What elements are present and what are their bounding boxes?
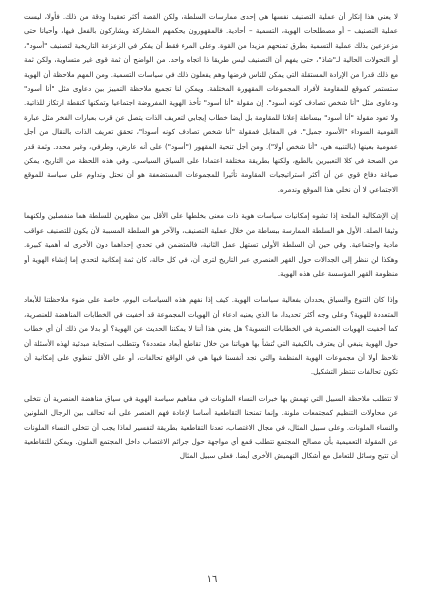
- paragraph-3: وإذا كان التنوع والسياق يحددان بفعالية سياسات الهوية. كيف إذا نفهم هذه السياسات اليوم، خاصة على ضوء ملاحظتنا للأبعاد المتعددة للهوية؟ وعلى وجه أكثر تحديدا، ما الذي يعنيه ادعاء أن الهويات المجموعة قد أخفيت في الخطابات المناهضة للعنصرية، كما أخفيت الهويات العنصرية في الخطابات النسوية؟ هل يعني هذا أننا لا يمكننا الحديث عن الهوية؟ أو بدلا من ذلك أن أي خطاب حول الهوية ينبغي أن يعترف بالكيفية التي تُنشأ بها هوياتنا من خلال تقاطع أبعاد متعددة؟ وتتطلب استجابة مبدئية لهذه الأسئلة أن نلاحظ أولا أن مجموعات الهوية المنظمة والتي نجد أنفسنا فيها هي في الواقع تحالفات، أو على الأقل تنطوي على إمكانية أن تكون تحالفات تنتظر التشكيل.: [24, 295, 398, 377]
- paragraph-2: إن الإشكالية الملحة إذا تشوه إمكانيات سياسات هوية ذات معنى بخلطها على الأقل بين مظهرين للسلطة هما منفصلين ولكنهما وثيقا الصلة. الأول هو السلطة الممارسة ببساطة من خلال عملية التصنيف، والآخر هو السلطة المسببة لأن يكون للتصنيف عواقب مادية واجتماعية. وفي حين أن السلطة الأولى تستهل عمل الثانية، فالمتضمن في تحدي إحداهما دون الأخرى له أهمية كبيرة. وهكذا لن ننظر إلى الجدالات حول القهر العنصري عبر التاريخ لترى أن، في كل حالة، كان ثمة إمكانية لتحدي إما إنشاء الهوية أو منظومة القهر المؤسسة على هذه الهوية.: [24, 211, 398, 278]
- paragraph-4: لا تتطلب ملاحظة السبيل التي تهمش بها خبرات النساء الملونات في مفاهيم سياسة الهوية في سياق مناهضة العنصرية أن نتخلى عن محاولات التنظيم كمجتمعات ملونة. وإنما تمنحنا التقاطعية أساسا لإعادة فهم العنصر على أنه تحالف بين الرجال الملونين والنساء الملونات. وعلى سبيل المثال، في مجال الاغتصاب، تعدنا التقاطعية بطريقة لتفسير لماذا يجب أن تتخلى النساء الملونات عن المقولة التعميمية بأن مصالح المجتمع تتطلب قمع أي مواجهة حول جرائم الاغتصاب داخل المجتمع الملون. ويمكن للتقاطعية أن تتيح وسائل للتعامل مع أشكال التهميش الأخرى أيضا. فعلى سبيل المثال: [24, 393, 398, 461]
- page-number: ١٦: [206, 574, 218, 585]
- document-page: [24, 10, 398, 582]
- paragraph-1: لا يعني هذا إنكار أن عملية التصنيف نفسها هي إحدى ممارسات السلطة، ولكن القصة أكثر تعقيدا وِدقة من ذلك. فأولا، ليست عملية التصنيف – أو مصطلحات الهوية، التسمية – أحادية. فالمقهورون يحكمهم المشاركة ويشاركون بالفعل فيها، وأحيانا حتى مزعزعين بذلك عملية التسمية بطرق تمنحهم مزيدا من القوة. وعلى المرء فقط أن يفكر في الزعزعة التاريخية لتصنيف "أسود"، أو التحولات الحالية لـ"شاذ"، حتى يفهم أن التصنيف ليس طريقا ذا اتجاه واحد. من الواضح أن ثمة قوى غير متساوية، ولكن ثمة مع ذلك قدرا من الإرادة المستقلة التي يمكن للناس فرضها وهم يفعلون ذلك في سياسات التسمية. ومن المهم ملاحظة أن الهوية ستستمر كموقع للمقاومة لأفراد المجموعات المقهورة المختلفة. ويمكن لنا تجميع ملاحظة التمييز بين دعاوى مثل "أنا أسود" ودعاوى مثل "أنا شخص تصادف كونه أسود". إن مقولة "أنا أسود" تأخذ الهوية المفروضة اجتماعيا وتمكنها كنقطة ارتكاز للذاتية. ولا تعود مقولة "أنا أسود" ببساطة إعلانا للمقاومة بل أيضا خطاب إيجابي لتعريف الذات يتصل عن قرب بعبارات الفخر مثل عبارة القومية السوداء "الأسود جميل". في المقابل فمقولة "أنا شخص تصادف كونه أسودا"، تحقق تعريف الذات بالنقال من أجل عمومية بعينها (بالتنبيه هي، "أنا شخص أولا"). ومن أجل تنحية المقهور ("أسود") على أنه عارض، وطرفي، وغير محدد. وثمة قدر من الصحة في كلا التعبيرين بالطبع، ولكنها بطريقة مختلفة اعتمادا على السياق السياسي. وفي هذه اللحظة من التاريخ، يمكن صياغة دفاع قوي عن أن أكثر استراتيجيات المقاومة تأثيرا للمجموعات المستضعفة هو أن نحتل ونداوم على سياسة للموقع الاجتماعي لا أن نخلي هذا الموقع وندمره.: [24, 12, 398, 194]
